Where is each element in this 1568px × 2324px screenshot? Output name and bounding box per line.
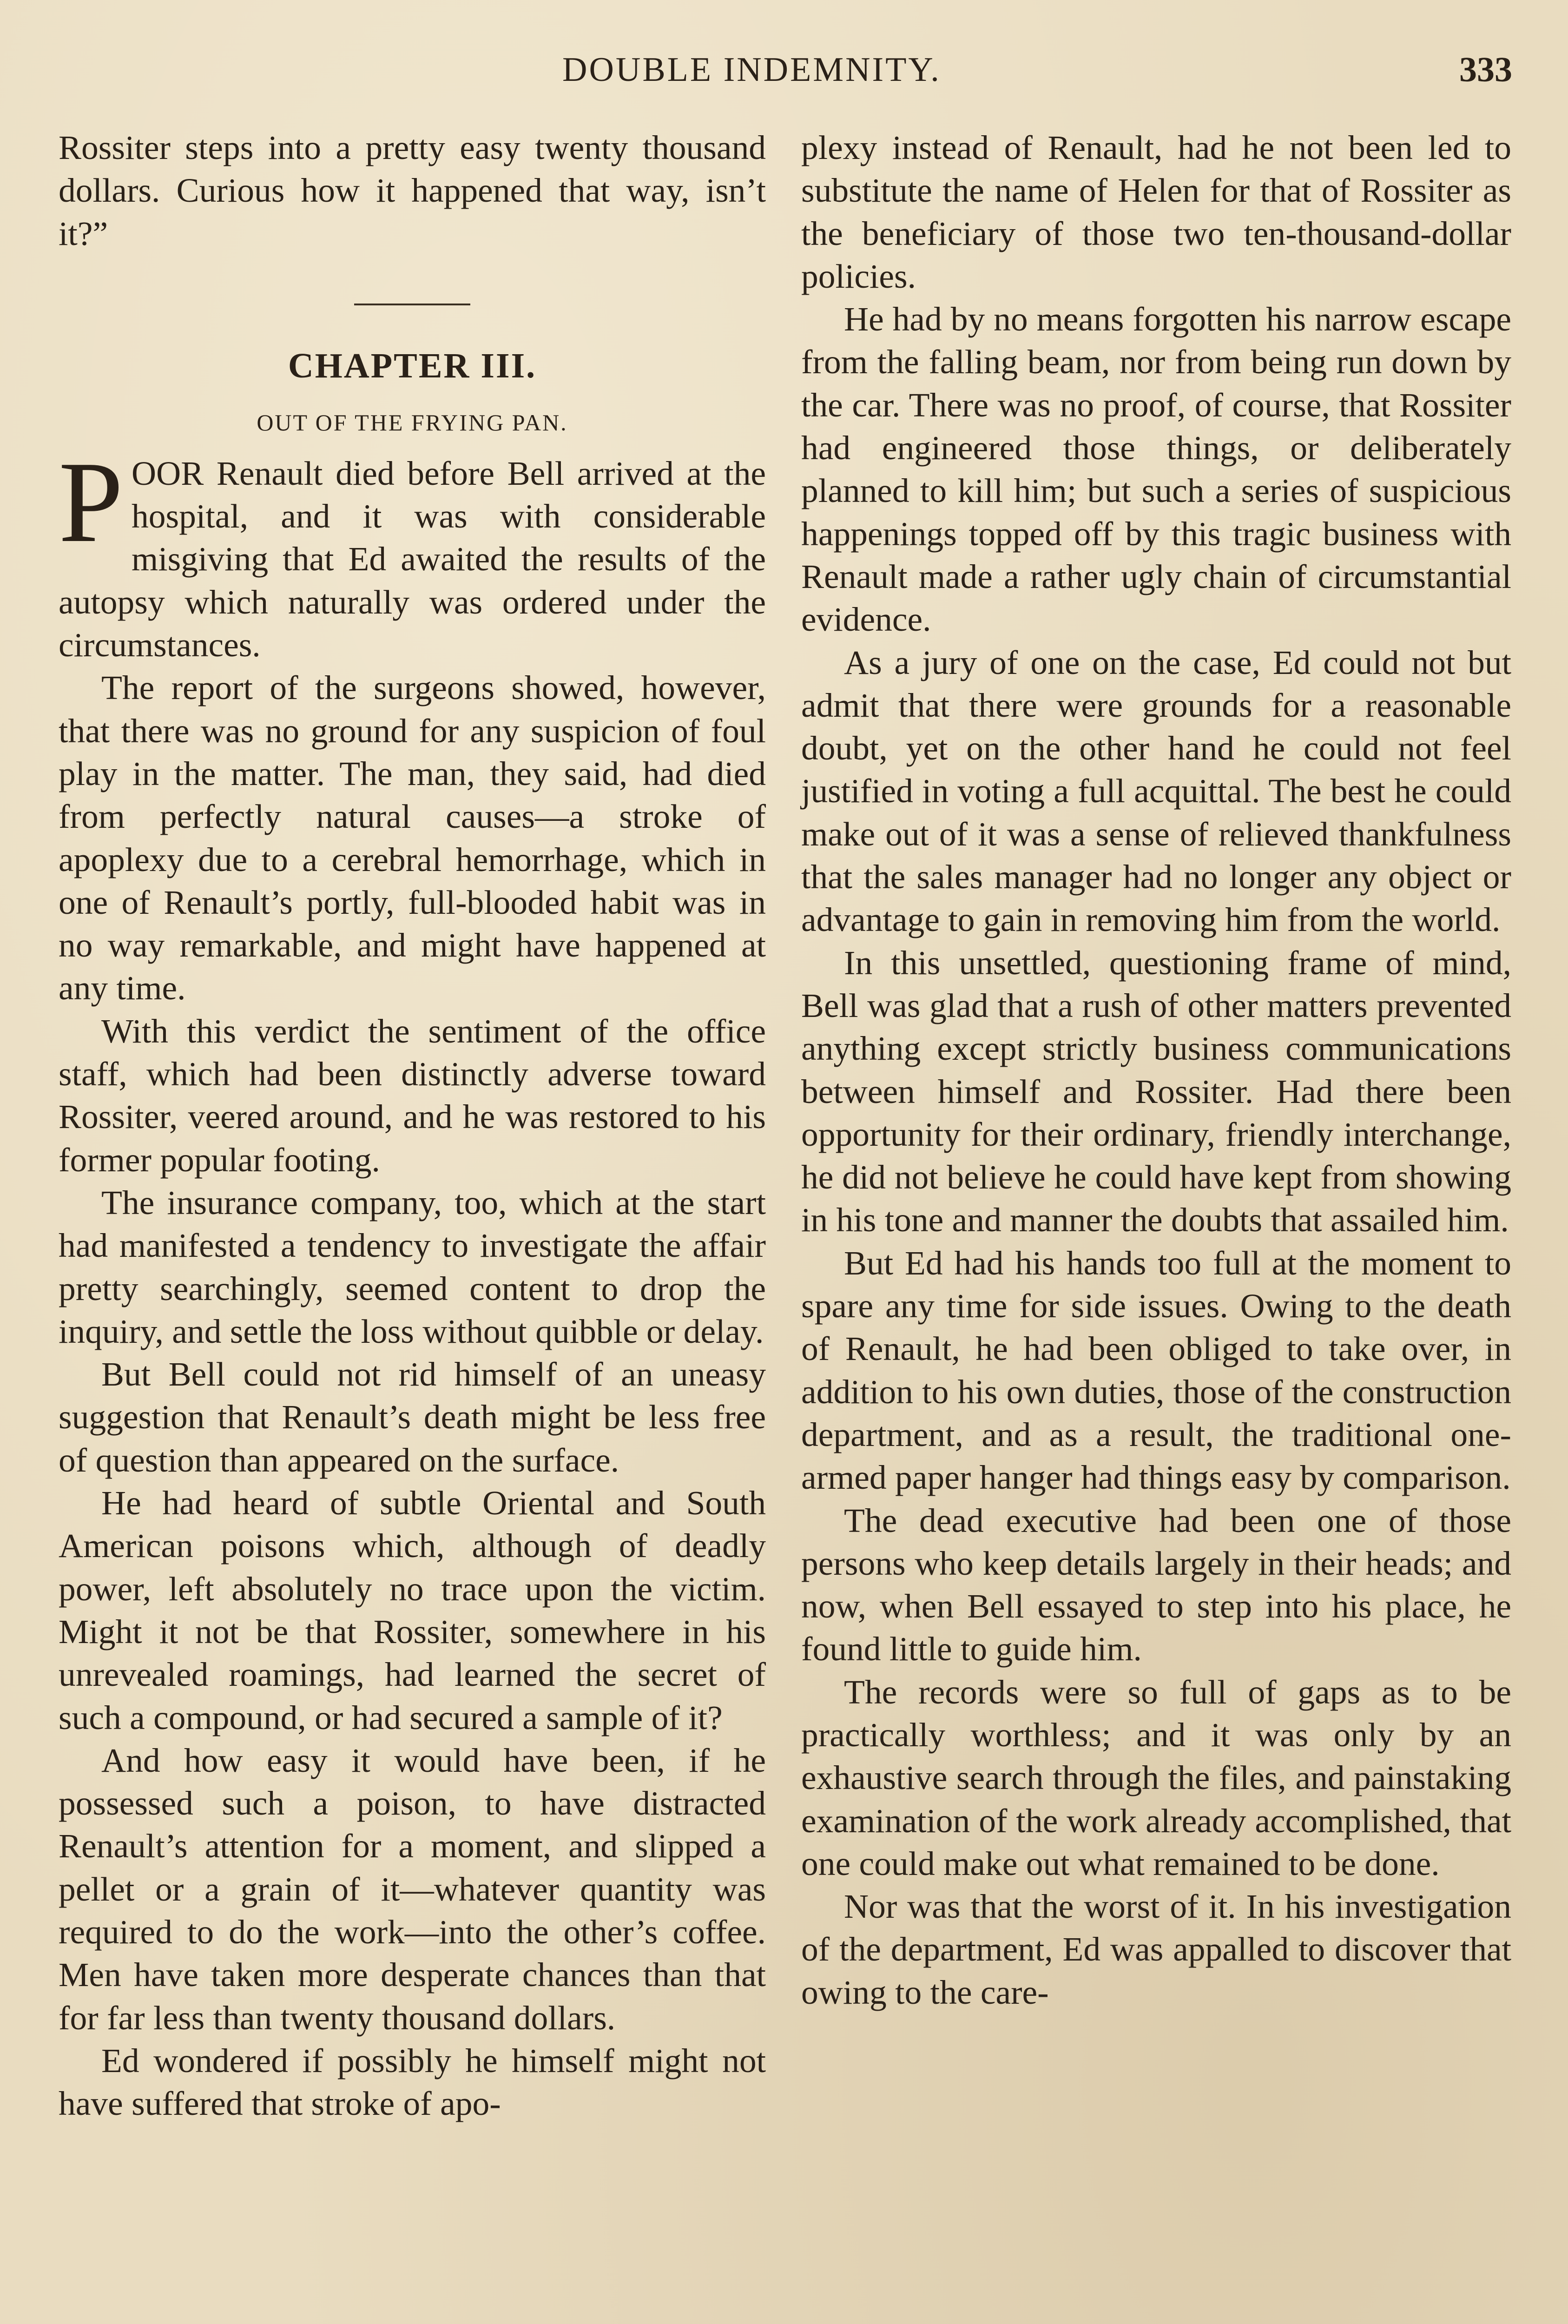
chapter-heading: CHAPTER III. bbox=[288, 346, 537, 385]
paragraph: And how easy it would have been, if he possessed such a poison, to have distracted Renault’s attention for a moment, and slipped a pellet or a grain of it—whatever quantity was required to do the work—into the other’s coffee. Men have taken more desperate chances than that for far less than twenty thousand dollars. bbox=[59, 1741, 766, 2037]
drop-cap: P bbox=[59, 437, 124, 567]
chapter-subtitle: OUT OF THE FRYING PAN. bbox=[257, 409, 568, 436]
opening-paragraph bbox=[59, 437, 766, 667]
paragraph: As a jury of one on the case, Ed could not but admit that there were grounds for a reasonable doubt, yet on the other hand he could not feel justified in voting a full acquittal. The best he could make out of it was a sense of relieved thankfulness that the sales manager had no longer any object or advantage to gain in removing him from the world. bbox=[801, 643, 1511, 939]
paragraph: He had by no means forgotten his narrow escape from the falling beam, nor from being run down by the car. There was no proof, of course, that Rossiter had engineered those things, or deliberately planned to kill him; but such a series of suspicious happenings topped off by this tragic business with Renault made a rather ugly chain of circumstantial evidence. bbox=[801, 300, 1511, 639]
paragraph: But Ed had his hands too full at the moment to spare any time for side issues. Owing to the death of Renault, he had been obliged to take over, in addition to his own duties, those of the construction department, and as a result, the traditional one-armed paper hanger had things easy by comparison. bbox=[801, 1244, 1511, 1497]
running-header bbox=[0, 44, 1568, 95]
paragraph: The dead executive had been one of those persons who keep details largely in their heads; and now, when Bell essayed to step into his place, he found little to guide him. bbox=[801, 1501, 1511, 1668]
paragraph: But Bell could not rid himself of an uneasy suggestion that Renault’s death might be less free of question than appeared on the surface. bbox=[59, 1355, 766, 1479]
paragraph: Ed wondered if possibly he himself might not have suffered that stroke of apo- bbox=[59, 2041, 766, 2123]
continued-paragraph: plexy instead of Renault, had he not been led to substitute the name of Helen for that of Rossiter as the beneficiary of those two ten-thousand-dollar policies. bbox=[801, 129, 1511, 295]
section-divider bbox=[354, 304, 470, 305]
running-title: DOUBLE INDEMNITY. bbox=[562, 51, 941, 89]
continued-paragraph: Rossiter steps into a pretty easy twenty thousand dollars. Curious how it happened that way, isn’t it?” bbox=[59, 129, 766, 252]
left-column bbox=[59, 126, 766, 2125]
paragraph: The records were so full of gaps as to be practically worthless; and it was only by an exhaustive search through the files, and painstaking examination of the work already accomplished, that one could make out what remained to be done. bbox=[801, 1673, 1511, 1882]
paragraph: With this verdict the sentiment of the office staff, which had been distinctly adverse toward Rossiter, veered around, and he was restored to his former popular footing. bbox=[59, 1012, 766, 1179]
page-number: 333 bbox=[1459, 50, 1512, 89]
paragraph: In this unsettled, questioning frame of mind, Bell was glad that a rush of other matters prevented anything except strictly business communications between himself and Rossiter. Had there been opportunity for their ordinary, friendly interchange, he did not believe he could have kept from showing in his tone and manner the doubts that assailed him. bbox=[801, 944, 1511, 1239]
right-column bbox=[801, 126, 1511, 2014]
paragraph: Nor was that the worst of it. In his investigation of the department, Ed was appalled to discover that owing to the care- bbox=[801, 1888, 1511, 2011]
paragraph: The report of the surgeons showed, however, that there was no ground for any suspicion of foul play in the matter. The man, they said, had died from perfectly natural causes—a stroke of apoplexy due to a cerebral hemorrhage, which in one of Renault’s portly, full-blooded habit was in no way remarkable, and might have happened at any time. bbox=[59, 669, 766, 1007]
paragraph: The insurance company, too, which at the start had manifested a tendency to investigate the affair pretty searchingly, seemed content to drop the inquiry, and settle the loss without quibble or delay. bbox=[59, 1183, 766, 1350]
paragraph: He had heard of subtle Oriental and South American poisons which, although of deadly power, left absolutely no trace upon the victim. Might it not be that Rossiter, somewhere in his unrevealed roamings, had learned the secret of such a compound, or had secured a sample of it? bbox=[59, 1484, 766, 1736]
opening-paragraph-text: OOR Renault died before Bell arrived at the hospital, and it was with considerable misgiving that Ed awaited the results of the autopsy which naturally was ordered under the circumstances. bbox=[59, 454, 766, 664]
